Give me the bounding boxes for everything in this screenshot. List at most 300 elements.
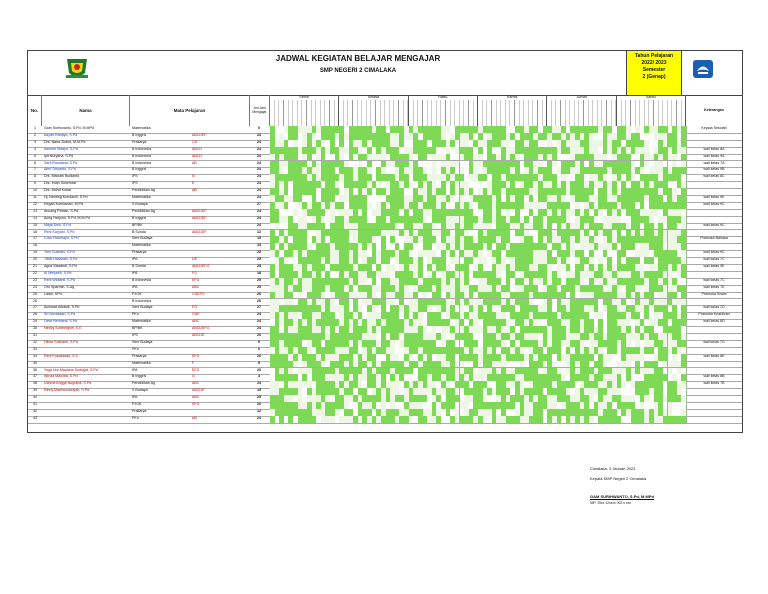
row-mapel: Prakarya xyxy=(132,353,147,358)
row-jam: 18 xyxy=(257,270,261,275)
row-kelas: ABC xyxy=(192,319,200,324)
row-no: 14 xyxy=(33,215,37,220)
period-subheader xyxy=(617,100,686,126)
day-header-sabtu: Sabtu xyxy=(617,95,686,100)
row-jam: 15 xyxy=(257,388,261,393)
row-keterangan: wali kelas 8B xyxy=(703,374,725,379)
row-kelas: E xyxy=(192,181,195,186)
row-nama: Reni Suryani, S.Pd xyxy=(44,229,75,234)
period-cell xyxy=(681,278,687,285)
row-nama: Drs. Nana Juana, M.M.Pd xyxy=(44,139,86,144)
row-nama: Nining Suniningsih, S.E. xyxy=(44,326,83,331)
row-nama: Asyari Rahayu, S.Pd xyxy=(44,132,78,137)
row-no: 3 xyxy=(34,139,36,144)
row-nama: Tiktik Hasanah, S.Pd xyxy=(44,257,78,262)
period-grid xyxy=(270,368,686,373)
period-cell xyxy=(681,292,687,299)
period-cell xyxy=(681,305,687,312)
period-grid xyxy=(270,257,686,262)
period-grid xyxy=(270,340,686,345)
row-mapel: S Budaya xyxy=(132,201,148,206)
semester-value: 2 (Genap) xyxy=(642,74,666,80)
row-nama: Oro Sparmin, S.Ag xyxy=(44,284,75,289)
row-kelas: ABCD xyxy=(192,146,202,151)
period-grid xyxy=(270,312,686,317)
row-jam: 25 xyxy=(257,250,261,255)
row-no: 17 xyxy=(33,236,37,241)
period-cell xyxy=(681,209,687,216)
row-no: 28 xyxy=(33,312,37,317)
period-grid xyxy=(270,395,686,400)
period-cell xyxy=(681,374,687,381)
tahun-value: 2022/ 2023 xyxy=(641,60,667,66)
row-mapel: Seni Budaya xyxy=(132,305,153,310)
row-nama: Reni Widianti, S.Pd xyxy=(44,277,75,282)
footer-nip: NIP. 19xx 12xxxx 002 x xxx xyxy=(590,501,632,505)
period-cell xyxy=(681,285,687,292)
row-mapel: IPA xyxy=(132,257,138,262)
row-nama: Uchma Angga Nugraha, S.Pd xyxy=(44,381,92,386)
row-kelas: EFG xyxy=(192,353,200,358)
row-no: 10 xyxy=(33,188,37,193)
footer-place-date: Cimalaka, 3 Januari 2023 xyxy=(590,466,636,471)
row-keterangan: wali kelas 8E xyxy=(703,353,725,358)
row-no: 39 xyxy=(33,388,37,393)
row-kelas: EFG xyxy=(192,402,200,406)
row-mapel: B Inggris xyxy=(132,374,147,379)
row-keterangan: wali kelas 7D xyxy=(703,305,725,310)
row-no: 2 xyxy=(34,132,36,137)
school-logo-icon xyxy=(692,59,714,79)
row-no: 8 xyxy=(34,174,36,179)
row-mapel: B Sunda xyxy=(132,264,146,268)
row-no: 23 xyxy=(33,277,37,282)
row-keterangan: wali kelas 9E xyxy=(703,195,725,199)
period-grid xyxy=(270,388,686,393)
row-mapel: IPS xyxy=(132,181,138,186)
row-mapel: PJOK xyxy=(132,291,142,296)
row-mapel: Matematika xyxy=(132,360,151,365)
period-cell xyxy=(681,409,687,416)
row-jam: 12 xyxy=(257,408,261,413)
row-mapel: B Indonesia xyxy=(132,146,151,151)
row-nama: Aceq Harjono, S.Pd, M.M.Pd xyxy=(44,215,90,220)
row-nama: Sarti Rosdiana, S.Pd xyxy=(44,160,78,165)
period-cell xyxy=(681,326,687,333)
period-cell xyxy=(681,319,687,326)
row-keterangan: wali kelas 8D xyxy=(703,319,725,324)
row-mapel: Matematika xyxy=(132,195,151,199)
row-jam: 24 xyxy=(257,415,261,420)
row-mapel: B Indonesia xyxy=(132,277,151,282)
period-cell xyxy=(681,181,687,188)
row-jam: 20 xyxy=(257,402,261,406)
row-nama: Rinny Maemunawiyah, S.Pd xyxy=(44,388,90,393)
row-keterangan: wali kelas 9C xyxy=(703,222,725,227)
row-jam: 20 xyxy=(257,333,261,337)
row-no: 36 xyxy=(33,367,37,372)
row-jam: 9 xyxy=(258,360,260,365)
school-name: SMP NEGERI 2 CIMALAKA xyxy=(319,68,397,74)
row-no: 12 xyxy=(33,201,37,206)
period-cell xyxy=(681,140,687,147)
col-mapel: Mata Pelajaran xyxy=(130,95,250,126)
row-jam: 24 xyxy=(257,188,261,193)
row-kelas: CDEFG xyxy=(192,291,205,296)
row-mapel: B Inggris xyxy=(132,215,147,220)
row-nama: Dewi Herdianti, S.Pd xyxy=(44,319,78,324)
row-mapel: Seni Budaya xyxy=(132,339,153,344)
row-nama: Reni Puspitasari, S.S xyxy=(44,353,78,358)
period-grid xyxy=(270,216,686,221)
row-nama: Maya Desi, S.Pd xyxy=(44,222,71,227)
row-mapel: IPS xyxy=(132,174,138,179)
row-keterangan: Pramuka Keaktivan xyxy=(698,312,730,317)
semester-label: Semester xyxy=(642,67,666,73)
footer-role: Kepala SMP Negeri 2 Cimalaka xyxy=(590,476,647,481)
period-grid xyxy=(270,161,686,166)
day-header-senin: Senin xyxy=(270,95,339,100)
period-grid xyxy=(270,326,686,331)
period-grid xyxy=(270,381,686,386)
row-kelas: AB xyxy=(192,188,197,193)
row-jam: 24 xyxy=(257,132,261,137)
row-mapel: Pendidikan Ag xyxy=(132,188,155,193)
period-grid xyxy=(270,140,686,145)
row-jam: 25 xyxy=(257,257,261,262)
period-grid xyxy=(270,416,686,421)
row-jam: 24 xyxy=(257,174,261,179)
row-kelas: ABCD xyxy=(192,153,202,158)
row-no: 41 xyxy=(33,402,37,406)
row-no: 27 xyxy=(33,305,37,310)
period-cell xyxy=(681,361,687,368)
page-title: JADWAL KEGIATAN BELAJAR MENGAJAR xyxy=(275,54,441,63)
footer-name: GAM SURIHWANTO, S.Pd, M.MPd xyxy=(590,494,654,499)
row-kelas: ABC xyxy=(192,284,200,289)
row-kelas: ABCDE xyxy=(192,333,205,337)
row-kelas: CD xyxy=(192,139,198,144)
row-jam: 24 xyxy=(257,167,261,172)
row-no: 19 xyxy=(33,250,37,255)
period-cell xyxy=(681,340,687,347)
row-jam: 26 xyxy=(257,291,261,296)
period-grid xyxy=(270,299,686,304)
period-cell xyxy=(681,161,687,168)
row-jam: 26 xyxy=(257,298,261,303)
row-keterangan: wali kelas 9C xyxy=(703,250,725,255)
row-kelas: N xyxy=(192,174,195,179)
row-mapel: B Indonesia xyxy=(132,160,151,165)
row-mapel: PKn xyxy=(132,415,139,420)
row-mapel: Matematika xyxy=(132,126,151,130)
row-nama: Regah Kurniawan, M.Pd xyxy=(44,201,83,206)
row-keterangan: Pramuka Bahasa xyxy=(700,236,728,241)
row-nama: Sri Novitasari, S.Pd xyxy=(44,312,76,317)
row-nama: Gam Surihwanto, S.Pd, M.MPd xyxy=(44,126,94,130)
day-header-jumat: Jumat xyxy=(547,95,616,100)
row-kelas: FG xyxy=(192,270,197,275)
row-keterangan: wali kelas 9C xyxy=(703,201,725,206)
period-grid xyxy=(270,243,686,248)
row-nama: Lalan, SPd. xyxy=(44,291,63,296)
row-no: 38 xyxy=(33,381,37,386)
row-mapel: B Inggris xyxy=(132,167,147,172)
row-jam: 27 xyxy=(257,305,261,310)
row-mapel: Matematika xyxy=(132,243,151,248)
row-jam: 24 xyxy=(257,381,261,386)
row-mapel: B Inggris xyxy=(132,132,147,137)
row-jam: 24 xyxy=(257,319,261,324)
row-jam: 24 xyxy=(257,326,261,331)
period-grid xyxy=(270,133,686,138)
row-jam: 25 xyxy=(257,277,261,282)
period-grid xyxy=(270,354,686,359)
row-jam: 24 xyxy=(257,153,261,158)
row-mapel: Seni Budaya xyxy=(132,236,153,241)
row-keterangan: wali kelas 7C xyxy=(703,277,725,282)
row-keterangan: wali kelas 9A xyxy=(703,153,725,158)
row-kelas: AB xyxy=(192,160,197,165)
period-cell xyxy=(681,299,687,306)
period-cell xyxy=(681,202,687,209)
period-subheader xyxy=(409,100,478,126)
row-jam: 0 xyxy=(258,126,260,130)
row-mapel: Pendidikan Ag xyxy=(132,381,155,386)
period-cell xyxy=(681,147,687,154)
row-keterangan: wali kelas 7C xyxy=(703,257,725,262)
row-nama: Hilma Solihanti, S.Pd xyxy=(44,339,78,344)
period-cell xyxy=(681,167,687,174)
row-no: 31 xyxy=(33,333,37,337)
row-nama: Yoga Nur Maulana Sudrajat, S.Pd xyxy=(44,367,98,372)
period-grid xyxy=(270,333,686,338)
row-no: 18 xyxy=(33,243,37,248)
row-mapel: BP/BK xyxy=(132,326,143,331)
period-cell xyxy=(681,195,687,202)
row-no: 29 xyxy=(33,319,37,324)
row-kelas: ABCDEF xyxy=(192,208,207,213)
row-jam: 6 xyxy=(258,346,260,351)
col-nama: Nama xyxy=(42,95,130,126)
period-grid xyxy=(270,271,686,276)
day-header-kamis: Kamis xyxy=(478,95,547,100)
row-jam: 12 xyxy=(257,229,261,234)
row-nama: Drs. Misnani Budianto xyxy=(44,174,80,179)
row-jam: 15 xyxy=(257,236,261,241)
row-keterangan: wali kelas 9E xyxy=(703,264,725,268)
period-grid xyxy=(270,167,686,172)
period-grid xyxy=(270,223,686,228)
row-kelas: ABCDEF xyxy=(192,215,207,220)
period-cell xyxy=(681,416,687,423)
period-grid xyxy=(270,285,686,290)
row-mapel: PKn xyxy=(132,312,139,317)
period-cell xyxy=(681,257,687,264)
row-kelas: ABCDEFG xyxy=(192,326,210,331)
period-grid xyxy=(270,154,686,159)
row-no: 35 xyxy=(33,360,37,365)
period-grid xyxy=(270,188,686,193)
academic-year-box xyxy=(626,51,682,95)
period-grid xyxy=(270,147,686,152)
row-nama: Achmad Alhakik, S.Pd xyxy=(44,305,80,310)
period-grid xyxy=(270,126,686,131)
period-cell xyxy=(681,347,687,354)
row-no: 5 xyxy=(34,153,36,158)
day-header-rabu: Rabu xyxy=(409,95,478,100)
row-mapel: PJOK xyxy=(132,402,142,406)
period-cell xyxy=(681,230,687,237)
row-kelas: FG xyxy=(192,305,197,310)
row-no: 26 xyxy=(33,298,37,303)
row-jam: 24 xyxy=(257,139,261,144)
row-no: 11 xyxy=(33,195,37,199)
row-mapel: IPA xyxy=(132,395,138,400)
row-no: 4 xyxy=(34,146,36,151)
row-no: 20 xyxy=(33,257,37,262)
row-kelas: EFG xyxy=(192,367,200,372)
period-grid xyxy=(270,202,686,207)
row-jam: 25 xyxy=(257,395,261,400)
row-keterangan: wali kelas 8A xyxy=(703,146,725,151)
row-no: 42 xyxy=(33,408,37,413)
period-subheader xyxy=(339,100,408,126)
row-no: 24 xyxy=(33,284,37,289)
period-subheader xyxy=(270,100,339,126)
period-grid xyxy=(270,230,686,235)
row-mapel: BP/BK xyxy=(132,222,143,227)
col-jml: Jml Jam Mengajar xyxy=(250,95,270,126)
period-cell xyxy=(681,216,687,223)
row-keterangan: wali kelas 7G xyxy=(703,339,725,344)
row-jam: 27 xyxy=(257,201,261,206)
row-kelas: DE xyxy=(192,257,197,262)
period-cell xyxy=(681,188,687,195)
row-no: 22 xyxy=(33,270,37,275)
row-mapel: Prakarya xyxy=(132,408,147,413)
period-grid xyxy=(270,174,686,179)
row-jam: 24 xyxy=(257,181,261,186)
row-mapel: B Indonesia xyxy=(132,298,151,303)
period-cell xyxy=(681,250,687,257)
col-keterangan: Keterangan xyxy=(704,108,724,112)
row-nama: Ai Melyanti, S.Pd xyxy=(44,270,72,275)
period-cell xyxy=(681,381,687,388)
table-row xyxy=(28,416,742,424)
school-emblem-icon xyxy=(64,55,90,81)
row-no: 30 xyxy=(33,326,37,331)
tahun-label: Tahun Pelajaran xyxy=(634,53,674,59)
row-no: 37 xyxy=(33,374,37,379)
period-cell xyxy=(681,312,687,319)
row-kelas: ABCDEFG xyxy=(192,264,210,268)
row-nama: Yoni Gusliani, S.Pd xyxy=(44,250,75,255)
row-kelas: ABCDEF xyxy=(192,132,207,137)
row-keterangan: Kepala Sekolah xyxy=(701,126,727,130)
row-jam: 24 xyxy=(257,222,261,227)
period-cell xyxy=(681,354,687,361)
period-grid xyxy=(270,347,686,352)
row-jam: 25 xyxy=(257,264,261,268)
period-subheader xyxy=(478,100,547,126)
row-kelas: AB xyxy=(192,415,197,420)
row-no: 32 xyxy=(33,339,37,344)
row-keterangan: wali kelas 8C xyxy=(703,174,725,179)
period-cell xyxy=(681,243,687,250)
row-keterangan: wali kelas 7A xyxy=(703,160,725,165)
row-nama: Atini Turyanto, S.Pd xyxy=(44,167,76,172)
row-kelas: ABC xyxy=(192,395,200,400)
row-mapel: Prakarya xyxy=(132,250,147,255)
period-grid xyxy=(270,195,686,200)
row-no: 7 xyxy=(34,167,36,172)
period-cell xyxy=(681,395,687,402)
row-no: 43 xyxy=(33,415,37,420)
row-mapel: Pendidikan Ag xyxy=(132,208,155,213)
period-cell xyxy=(681,133,687,140)
row-jam: 24 xyxy=(257,195,261,199)
period-grid xyxy=(270,361,686,366)
row-no: 21 xyxy=(33,264,37,268)
period-grid xyxy=(270,209,686,214)
period-cell xyxy=(681,402,687,409)
row-mapel: IPA xyxy=(132,270,138,275)
row-no: 16 xyxy=(33,229,37,234)
period-grid xyxy=(270,250,686,255)
period-grid xyxy=(270,305,686,310)
row-mapel: S Budaya xyxy=(132,388,148,393)
row-jam: 20 xyxy=(257,353,261,358)
period-grid xyxy=(270,264,686,269)
period-cell xyxy=(681,333,687,340)
period-grid xyxy=(270,409,686,414)
row-kelas: G xyxy=(192,374,195,379)
row-nama: Asmedi Sidayo, S.Pd xyxy=(44,146,78,151)
period-grid xyxy=(270,181,686,186)
row-kelas: ABCDEF xyxy=(192,229,207,234)
schedule-sheet xyxy=(27,50,743,433)
row-nama: Ancang Pebian, S.Pd xyxy=(44,208,79,213)
row-mapel: B Indonesia xyxy=(132,153,151,158)
period-grid xyxy=(270,236,686,241)
row-jam: 24 xyxy=(257,160,261,165)
row-no: 34 xyxy=(33,353,37,358)
row-no: 40 xyxy=(33,395,37,400)
period-cell xyxy=(681,271,687,278)
row-mapel: Prakarya xyxy=(132,139,147,144)
row-jam: 24 xyxy=(257,146,261,151)
period-cell xyxy=(681,223,687,230)
row-jam: 15 xyxy=(257,243,261,248)
row-no: 25 xyxy=(33,291,37,296)
row-kelas: ABC xyxy=(192,381,200,386)
row-keterangan: wali kelas 7E xyxy=(703,284,725,289)
row-nama: Winda Maulida, S.Pd xyxy=(44,374,78,379)
row-no: 9 xyxy=(34,181,36,186)
row-jam: 9 xyxy=(258,339,260,344)
row-kelas: CDE xyxy=(192,312,200,317)
row-jam: 24 xyxy=(257,208,261,213)
period-cell xyxy=(681,368,687,375)
row-nama: Drs. Mohd Kuhar xyxy=(44,188,72,193)
period-grid xyxy=(270,319,686,324)
period-cell xyxy=(681,154,687,161)
period-grid xyxy=(270,292,686,297)
row-keterangan: wali kelas 9B xyxy=(703,167,725,172)
row-nama: Drs. Iman Suhendar xyxy=(44,181,77,186)
col-no: No. xyxy=(28,95,42,126)
